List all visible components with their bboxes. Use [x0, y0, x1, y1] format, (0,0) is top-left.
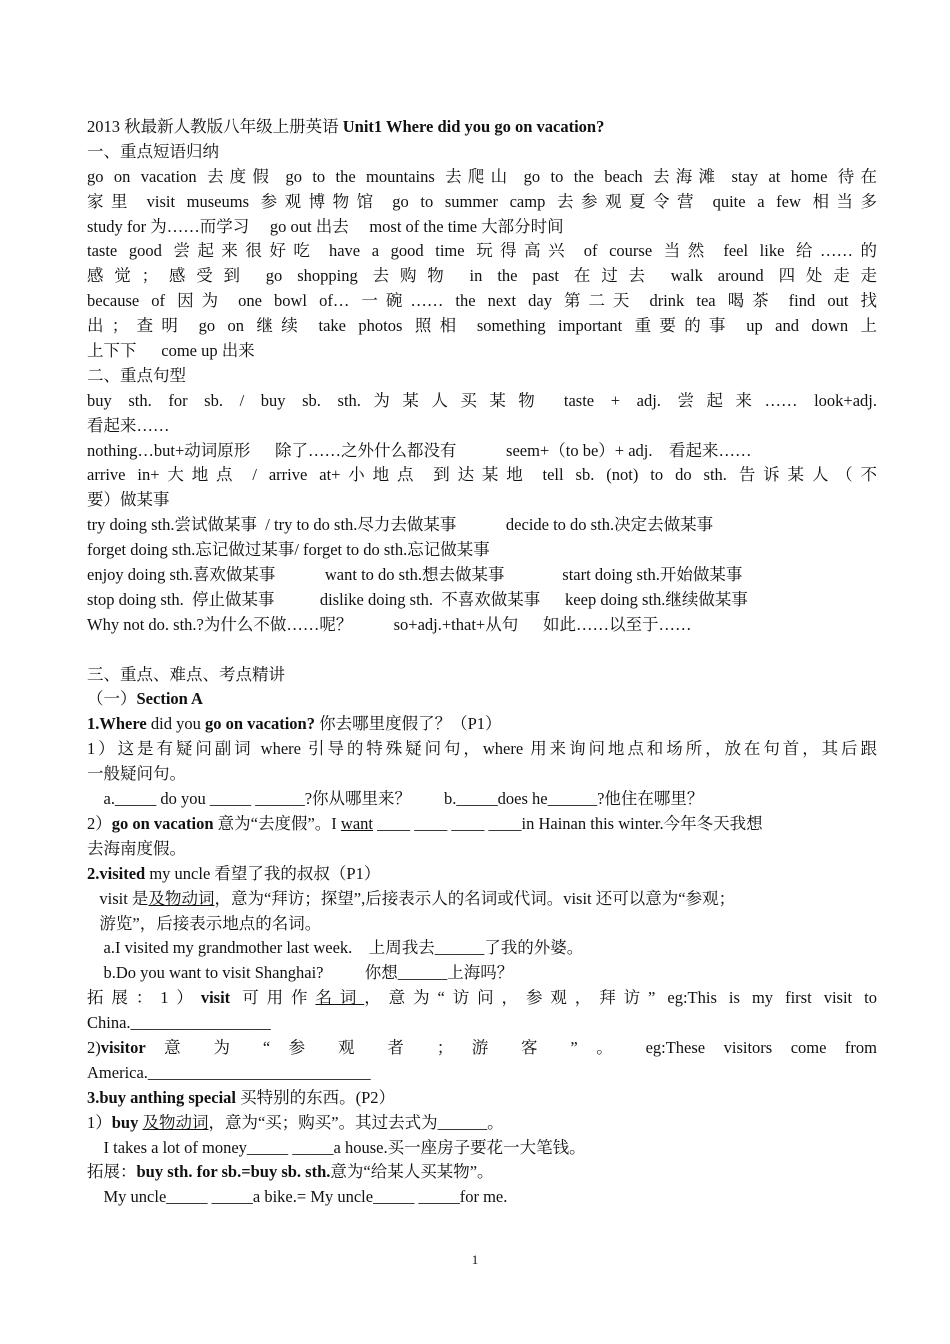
- phrase-line: go on vacation 去度假 go to the mountains 去爬山 go to the beach 去海滩 stay at home 待在: [87, 166, 877, 186]
- exercise-line: 2）go on vacation 意为“去度假”。I want ____ ____ ____ ____in Hainan this winter.今年冬天我想: [87, 813, 763, 833]
- extension-line: China._________________: [87, 1013, 271, 1033]
- exercise-line: My uncle_____ _____a bike.= My uncle_____ _____for me.: [87, 1187, 508, 1207]
- exercise-line: a._____ do you _____ ______?你从哪里来？ b._____does he______?他住在哪里？: [87, 789, 704, 809]
- section-heading-patterns: 二、重点句型: [87, 365, 186, 385]
- pattern-line: stop doing sth. 停止做某事 dislike doing sth. 不喜欢做某事 keep doing sth.继续做某事: [87, 589, 748, 609]
- page-number: 1: [471, 1252, 479, 1267]
- pattern-line: forget doing sth.忘记做过某事/ forget to do sth.忘记做某事: [87, 540, 490, 560]
- exercise-line: a.I visited my grandmother last week. 上周我去______了我的外婆。: [87, 938, 584, 958]
- pattern-line: nothing…but+动词原形 除了……之外什么都没有 seem+（to be）+ adj. 看起来……: [87, 440, 752, 460]
- explanation-line: 1）buy 及物动词，意为“买；购买”。其过去式为______。: [87, 1112, 504, 1132]
- point-2-heading: 2.visited my uncle 看望了我的叔叔（P1）: [87, 863, 381, 883]
- phrase-line: because of 因为 one bowl of… 一碗…… the next day 第二天 drink tea 喝茶 find out 找: [87, 291, 877, 311]
- phrase-line: 出；查明 go on 继续 take photos 照相 something important 重要的事 up and down 上: [87, 316, 877, 336]
- explanation-line: 一般疑问句。: [87, 764, 186, 784]
- phrase-line: study for 为……而学习 go out 出去 most of the time 大部分时间: [87, 216, 564, 236]
- extension-line: 拓展：buy sth. for sb.=buy sb. sth.意为“给某人买某物”。: [87, 1162, 494, 1182]
- pattern-line: enjoy doing sth.喜欢做某事 want to do sth.想去做某事 start doing sth.开始做某事: [87, 565, 743, 585]
- document-title: 2013 秋最新人教版八年级上册英语 Unit1 Where did you go on vacation?: [87, 117, 605, 136]
- point-3-heading: 3.buy anthing special 买特别的东西。(P2）: [87, 1087, 396, 1107]
- phrase-line: 感觉；感受到 go shopping 去购物 in the past 在过去 walk around 四处走走: [87, 266, 877, 286]
- exercise-line: 去海南度假。: [87, 838, 186, 858]
- explanation-line: 1）这是有疑问副词 where 引导的特殊疑问句，where 用来询问地点和场所，放在句首，其后跟: [87, 739, 877, 759]
- pattern-line: buy sth. for sb. / buy sb. sth.为某人买某物 taste + adj. 尝起来…… look+adj.: [87, 390, 877, 410]
- extension-line: 拓展：1）visit 可用作名词，意为“访问，参观，拜访” eg:This is my first visit to: [87, 988, 877, 1008]
- pattern-line: try doing sth.尝试做某事 / try to do sth.尽力去做某事 decide to do sth.决定去做某事: [87, 515, 714, 535]
- section-heading-phrases: 一、重点短语归纳: [87, 141, 219, 161]
- spacer: [87, 638, 877, 663]
- phrase-line: taste good 尝起来很好吃 have a good time 玩得高兴 of course 当然 feel like 给……的: [87, 241, 877, 261]
- extension-line: 2)visitor 意 为 “ 参 观 者 ； 游 客 ” 。 eg:These visitors come from: [87, 1037, 877, 1057]
- document-body: [87, 115, 877, 1210]
- pattern-line: Why not do. sth.?为什么不做……呢？ so+adj.+that+从句 如此……以至于……: [87, 614, 692, 634]
- pattern-line: 看起来……: [87, 415, 170, 435]
- phrase-line: 上下下 come up 出来: [87, 341, 255, 361]
- extension-line: America.___________________________: [87, 1062, 371, 1082]
- exercise-line: I takes a lot of money_____ _____a house.买一座房子要花一大笔钱。: [87, 1137, 586, 1157]
- section-heading-key-points: 三、重点、难点、考点精讲: [87, 664, 285, 684]
- phrase-line: 家里 visit museums 参观博物馆 go to summer camp 去参观夏令营 quite a few 相当多: [87, 191, 877, 211]
- point-1-heading: 1.Where did you go on vacation? 你去哪里度假了？（P1）: [87, 714, 502, 734]
- subsection-heading: （一）Section A: [87, 689, 203, 709]
- explanation-line: 游览”，后接表示地点的名词。: [87, 913, 322, 933]
- exercise-line: b.Do you want to visit Shanghai? 你想______上海吗？: [87, 963, 514, 983]
- explanation-line: visit 是及物动词，意为“拜访；探望”,后接表示人的名词或代词。visit 还可以意为“参观；: [87, 888, 736, 908]
- pattern-line: 要）做某事: [87, 490, 170, 510]
- pattern-line: arrive in+大地点 / arrive at+小地点 到达某地 tell sb. (not) to do sth. 告诉某人（不: [87, 465, 877, 485]
